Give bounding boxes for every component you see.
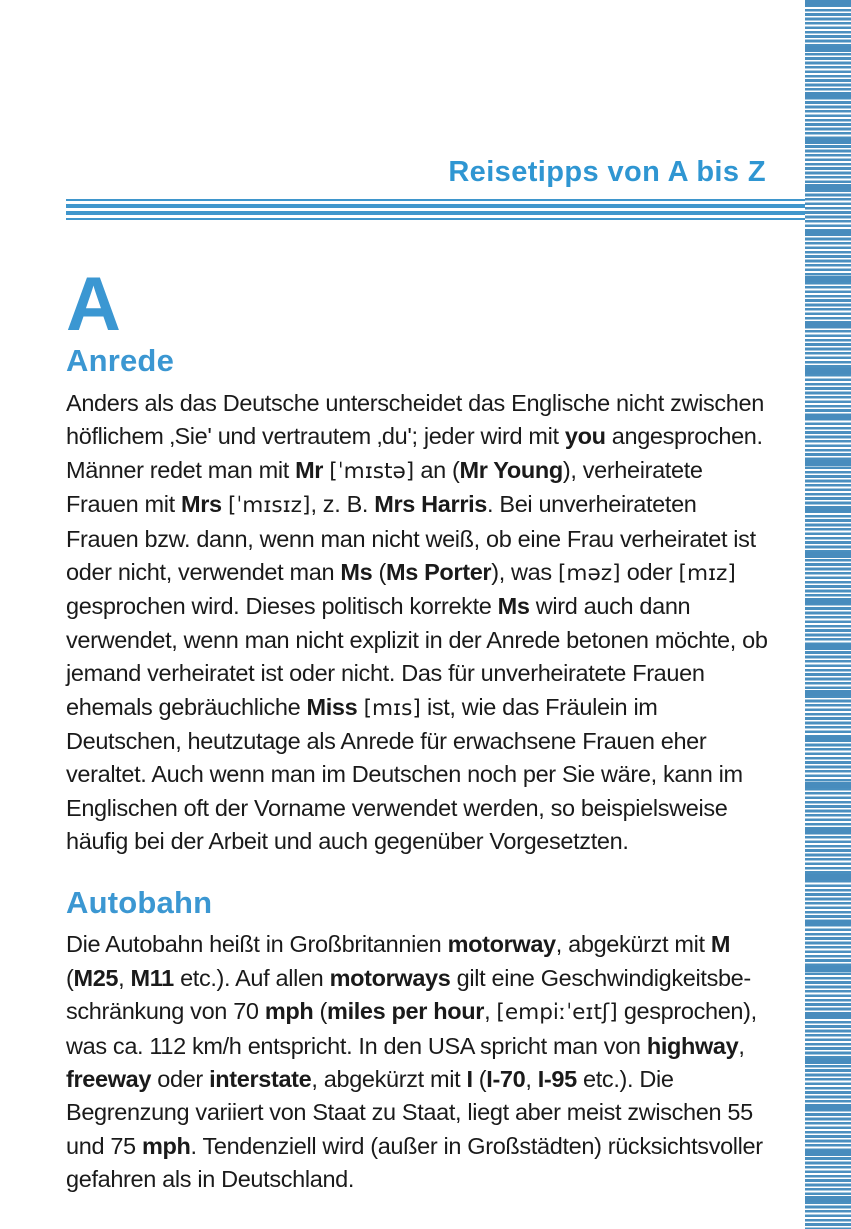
page-title: Reisetipps von A bis Z [448, 156, 766, 188]
section-heading-anrede: Anrede [66, 343, 175, 379]
paragraph-autobahn: Die Autobahn heißt in Großbritannien motorway, abgekürzt mit M (M25, M11 etc.). Auf allen motorways gilt eine Geschwindigkeitsbeschränkung von 70 mph (miles per hour, [empiːˈeɪtʃ] gesprochen), was ca. 112 km/h entspricht. In den USA spricht man von highway, freeway oder interstate, abgekürzt mit I (I-70, I-95 etc.). Die Begrenzung variiert von Staat zu Staat, liegt aber meist zwischen 55 und 75 mph. Tendenziell wird (außer in Großstädten) rücksichtsvoller gefahren als in Deutschland. [66, 931, 763, 1193]
header-rule-divider [66, 199, 805, 220]
section-letter: A [66, 262, 121, 348]
page-content [66, 0, 805, 1197]
paragraph-anrede: Anders als das Deutsche unterscheidet das Englische nicht zwischen höflichem ‚Sie' und vertrautem ‚du'; jeder wird mit you angesprochen. Männer redet man mit Mr [ˈmɪstə] an (Mr Young), verheiratete Frauen mit Mrs [ˈmɪsɪz], z. B. Mrs Harris. Bei unverheirateten Frauen bzw. dann, wenn man nicht weiß, ob eine Frau verheiratet ist oder nicht, verwendet man Ms (Ms Porter), was [məz] oder [mɪz] gesprochen wird. Dieses politisch korrekte Ms wird auch dann verwendet, wenn man nicht explizit in der Anrede betonen möchte, ob jemand verheiratet ist oder nicht. Das für unverheiratete Frauen ehemals gebräuchliche Miss [mɪs] ist, wie das Fräulein im Deutschen, heutzutage als Anrede für erwachsene Frauen eher veraltet. Auch wenn man im Deutschen noch per Sie wäre, kann im Englischen oft der Vorname verwendet werden, so beispielsweise häufig bei der Arbeit und auch gegenüber Vorgesetzten. [66, 389, 768, 855]
section-heading-autobahn: Autobahn [66, 884, 213, 920]
decorative-stripe-band [805, 0, 851, 1229]
